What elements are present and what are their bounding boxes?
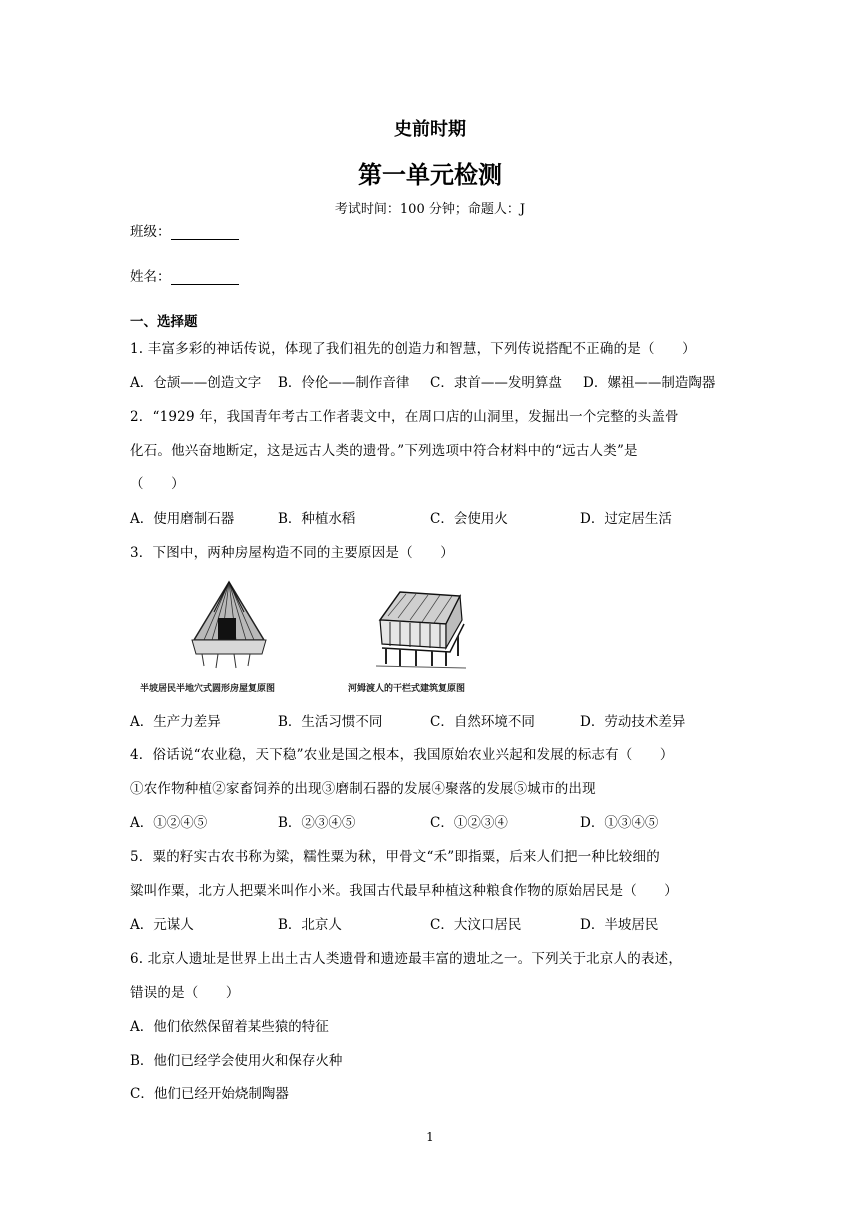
page-title: 史前时期 [394, 119, 466, 140]
question-2-option-a: A．使用磨制石器 [130, 511, 235, 527]
question-1-option-c: C．隶首——发明算盘 [430, 375, 562, 391]
question-5-stem-line-2: 粱叫作粟，北方人把粟米叫作小米。我国古代最早种植这种粮食作物的原始居民是（ ） [130, 883, 678, 899]
question-4-stem-line-1: 4．俗话说“农业稳，天下稳”农业是国之根本，我国原始农业兴起和发展的标志有（ ） [130, 747, 674, 763]
question-6-option-a: A．他们依然保留着某些猿的特征 [130, 1019, 329, 1035]
question-2-option-d: D．过定居生活 [580, 511, 672, 527]
question-6-stem-line-2: 错误的是（ ） [130, 985, 240, 1001]
name-label: 姓名： [130, 269, 171, 285]
question-3-option-b: B．生活习惯不同 [278, 714, 383, 730]
question-6-stem-line-1: 6. 北京人遗址是世界上出土古人类遗骨和遗迹最丰富的遗址之一。下列关于北京人的表述， [130, 951, 683, 967]
question-2-stem-line-3: （ ） [130, 476, 185, 492]
name-blank [171, 270, 239, 285]
question-6-option-b: B．他们已经学会使用火和保存火种 [130, 1053, 343, 1069]
question-4-option-a: A．①②④⑤ [130, 815, 208, 831]
figure-caption-round-hut: 半坡居民半地穴式圆形房屋复原图 [140, 684, 276, 694]
question-4-option-b: B．②③④⑤ [278, 815, 356, 831]
name-field [130, 265, 239, 285]
question-2-stem-line-1: 2．“1929 年，我国青年考古工作者裴文中，在周口店的山洞里，发掘出一个完整的头盖骨 [130, 409, 679, 425]
question-3-option-a: A．生产力差异 [130, 714, 221, 730]
question-5-option-c: C．大汶口居民 [430, 917, 522, 933]
unit-title: 第一单元检测 [358, 161, 502, 189]
question-2-option-c: C．会使用火 [430, 511, 508, 527]
class-label: 班级： [130, 224, 171, 240]
question-1-option-b: B．伶伦——制作音律 [278, 375, 410, 391]
question-6-option-c: C．他们已经开始烧制陶器 [130, 1086, 289, 1102]
page-number: 1 [426, 1130, 434, 1144]
question-5-stem-line-1: 5．粟的籽实古农书称为粱，糯性粟为秫，甲骨文“禾”即指粟，后来人们把一种比较细的 [130, 849, 660, 865]
question-3-option-c: C．自然环境不同 [430, 714, 535, 730]
stilt-house-illustration [370, 586, 470, 676]
question-5-option-a: A．元谋人 [130, 917, 194, 933]
exam-info: 考试时间：100 分钟；命题人：J [334, 202, 526, 217]
class-field [130, 220, 239, 240]
class-blank [171, 225, 239, 240]
section-heading: 一、选择题 [130, 314, 198, 330]
figure-caption-stilt-house: 河姆渡人的干栏式建筑复原图 [348, 684, 466, 694]
question-4-option-c: C．①②③④ [430, 815, 508, 831]
question-2-stem-line-2: 化石。他兴奋地断定，这是远古人类的遗骨。”下列选项中符合材料中的“远古人类”是 [130, 443, 638, 459]
question-1-option-a: A．仓颉——创造文字 [130, 375, 262, 391]
question-4-stem-line-2: ①农作物种植②家畜饲养的出现③磨制石器的发展④聚落的发展⑤城市的出现 [130, 781, 596, 797]
question-3-stem: 3．下图中，两种房屋构造不同的主要原因是（ ） [130, 545, 454, 561]
question-5-option-b: B．北京人 [278, 917, 342, 933]
house-comparison-figure [140, 578, 500, 698]
question-1-stem: 1. 丰富多彩的神话传说，体现了我们祖先的创造力和智慧，下列传说搭配不正确的是（ ） [130, 341, 696, 357]
round-hut-illustration [184, 578, 274, 670]
question-5-option-d: D．半坡居民 [580, 917, 659, 933]
question-2-option-b: B．种植水稻 [278, 511, 356, 527]
question-4-option-d: D．①③④⑤ [580, 815, 659, 831]
question-3-option-d: D．劳动技术差异 [580, 714, 686, 730]
question-1-option-d: D．嫘祖——制造陶器 [583, 375, 716, 391]
